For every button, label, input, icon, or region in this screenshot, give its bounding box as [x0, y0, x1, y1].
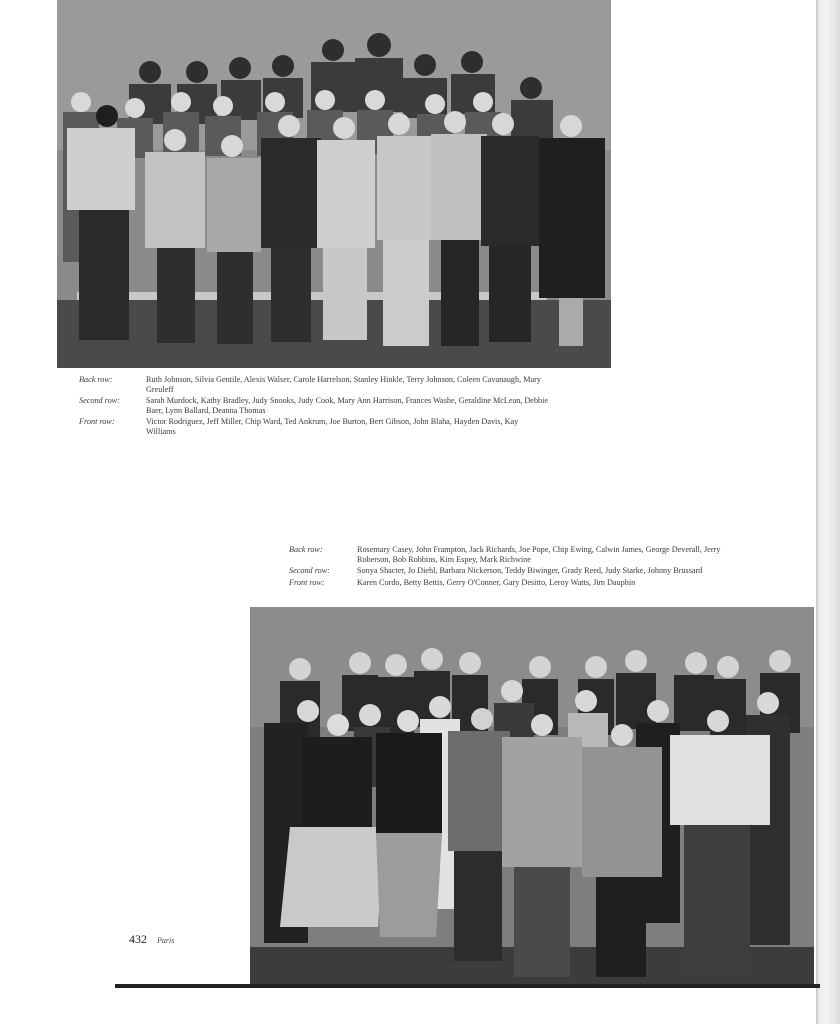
caption-back-row [289, 545, 739, 564]
page-footer [129, 930, 174, 948]
second-row-names: Sarah Murdock, Kathy Bradley, Judy Snooks, Judy Cook, Mary Ann Harrison, Frances Washe, Geraldine McLean, Debbie Baer, Lynn Ballard, Deanna Thomas [146, 396, 549, 415]
group-photo-bottom [250, 607, 814, 988]
caption-second-row [289, 566, 739, 576]
caption-top [79, 375, 549, 439]
back-row-names: Rosemary Casey, John Frampton, Jack Richards, Joe Pope, Chip Ewing, Calwin James, George Deverall, Jerry Roberson, Bob Robbins, Kim Espey, Mark Richwine [357, 545, 721, 564]
second-row-label: Second row: [289, 566, 330, 576]
front-row-label: Front row: [79, 417, 115, 427]
front-row-label: Front row: [289, 577, 325, 587]
caption-front-row [79, 417, 549, 436]
page-number: 432 [129, 932, 147, 946]
group-photo-top [57, 0, 611, 368]
caption-second-row [79, 396, 549, 415]
back-row-names: Ruth Johnson, Silvia Gentile, Alexis Walser, Carole Harrelson, Stanley Hinkle, Terry Johnson, Coleen Cavanaugh, Mary Greuleff [146, 375, 541, 394]
back-row-label: Back row: [289, 545, 323, 554]
second-row-names: Sonya Shacter, Jo Diehl, Barbara Nickerson, Teddy Biwinger, Grady Reed, Judy Starke, Johnny Brussard [357, 566, 703, 576]
caption-front-row [289, 578, 739, 588]
second-row-label: Second row: [79, 396, 120, 406]
front-row-names: Karen Cordo, Betty Bettis, Gerry O'Conner, Gary Desitto, Leroy Watts, Jim Dauphin [357, 577, 636, 587]
caption-back-row [79, 375, 549, 394]
caption-bottom [289, 545, 739, 589]
page-edge [818, 0, 840, 1024]
back-row-label: Back row: [79, 375, 113, 384]
section-name: Paris [157, 936, 175, 945]
scan-border [115, 984, 820, 988]
front-row-names: Victor Rodriguez, Jeff Miller, Chip Ward, Ted Ankrum, Joe Burton, Bert Gibson, John Blaha, Hayden Davis, Kay Williams [146, 417, 519, 436]
